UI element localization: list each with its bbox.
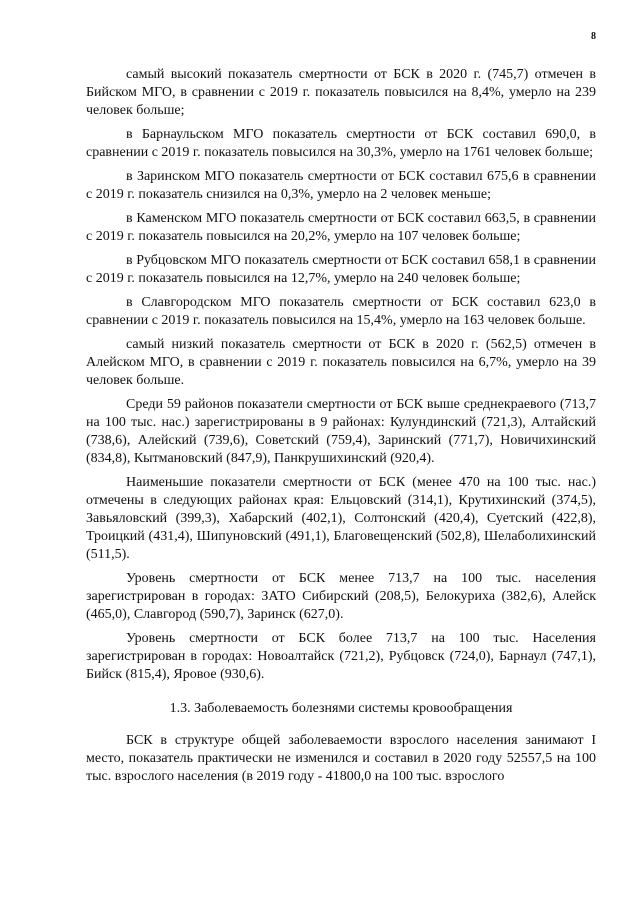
paragraph-kamensk: в Каменском МГО показатель смертности от БСК составил 663,5, в сравнении с 2019 г. показатель повысился на 20,2%, умерло на 107 человек больше; — [86, 211, 596, 244]
paragraph-districts-high: Среди 59 районов показатели смертности от БСК выше среднекраевого (713,7 на 100 тыс. нас.) зарегистрированы в 9 районах: Кулундинский (721,3), Алтайский (738,6), Алейский (739,6), Советский (759,4), Заринский (771,7), Новичихинский (834,8), Кытмановский (847,9), Панкрушихинский (920,4). — [86, 397, 596, 466]
paragraph-morbidity: БСК в структуре общей заболеваемости взрослого населения занимают I место, показатель практически не изменился и составил в 2020 году 52557,5 на 100 тыс. взрослого населения (в 2019 году - 41800,0 на 100 тыс. взрослого — [86, 733, 596, 784]
paragraph-biysk: самый высокий показатель смертности от БСК в 2020 г. (745,7) отмечен в Бийском МГО, в сравнении с 2019 г. показатель повысился на 8,4%, умерло на 239 человек больше; — [86, 67, 596, 118]
paragraph-zarinsk: в Заринском МГО показатель смертности от БСК составил 675,6 в сравнении с 2019 г. показатель снизился на 0,3%, умерло на 2 человек меньше; — [86, 169, 596, 202]
paragraph-aleysk: самый низкий показатель смертности от БСК в 2020 г. (562,5) отмечен в Алейском МГО, в сравнении с 2019 г. показатель повысился на 6,7%, умерло на 39 человек больше. — [86, 337, 596, 388]
section-heading: 1.3. Заболеваемость болезнями системы кровообращения — [169, 701, 513, 716]
paragraph-cities-below: Уровень смертности от БСК менее 713,7 на 100 тыс. населения зарегистрирован в городах: ЗАТО Сибирский (208,5), Белокуриха (382,6), Алейск (465,0), Славгород (590,7), Заринск (627,0). — [86, 571, 596, 622]
paragraph-districts-low: Наименьшие показатели смертности от БСК (менее 470 на 100 тыс. нас.) отмечены в следующих районах края: Ельцовский (314,1), Крутихинский (374,5), Завьяловский (399,3), Хабарский (402,1), Солтонский (420,4), Суетский (422,8), Троицкий (431,4), Шипуновский (491,1), Благовещенский (502,8), Шелаболихинский (511,5). — [86, 475, 596, 562]
paragraph-cities-above: Уровень смертности от БСК более 713,7 на 100 тыс. Населения зарегистрирован в городах: Новоалтайск (721,2), Рубцовск (724,0), Барнаул (747,1), Бийск (815,4), Яровое (930,6). — [86, 631, 596, 682]
document-body — [86, 66, 596, 792]
paragraph-barnaul: в Барнаульском МГО показатель смертности от БСК составил 690,0, в сравнении с 2019 г. показатель повысился на 30,3%, умерло на 1761 человек больше; — [86, 127, 596, 160]
paragraph-slavgorod: в Славгородском МГО показатель смертности от БСК составил 623,0 в сравнении с 2019 г. показатель повысился на 15,4%, умерло на 163 человек больше. — [86, 295, 596, 328]
page-number: 8 — [591, 31, 596, 42]
paragraph-rubtsovsk: в Рубцовском МГО показатель смертности от БСК составил 658,1 в сравнении с 2019 г. показатель повысился на 12,7%, умерло на 240 человек больше; — [86, 253, 596, 286]
